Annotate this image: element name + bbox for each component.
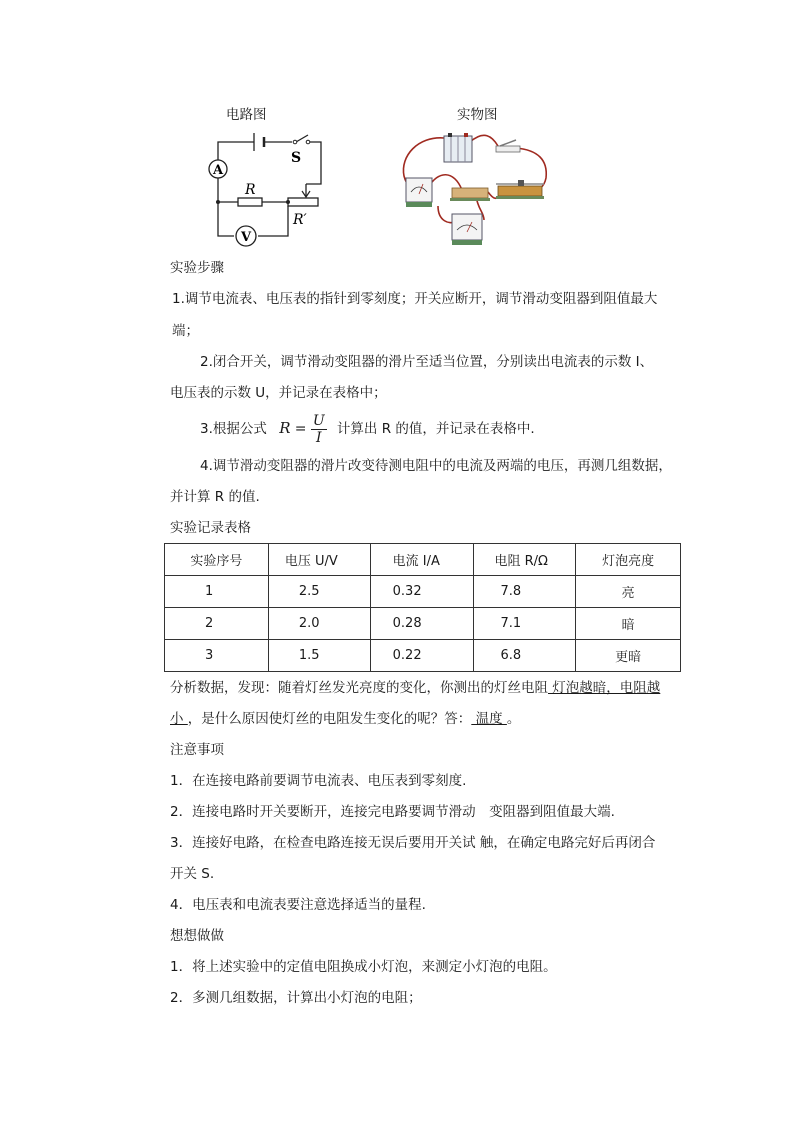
note-4: 4．电压表和电流表要注意选择适当的量程.: [170, 897, 426, 913]
table-row: [165, 576, 681, 608]
formula-numerator: U: [312, 412, 325, 429]
header-cell: 实验序号: [165, 544, 269, 576]
analysis-line-1: [170, 678, 660, 698]
table-cell: 1.5: [268, 640, 370, 672]
formula-equals: =: [294, 421, 307, 437]
header-cell: 电阻 R/Ω: [474, 544, 576, 576]
physical-diagram-caption: 实物图: [457, 107, 498, 123]
meter-image-left: [406, 178, 432, 207]
resistor-R: [238, 198, 262, 206]
step-2-line-2: 电压表的示数 U，并记录在表格中；: [170, 385, 387, 401]
voltmeter-label: V: [240, 230, 252, 245]
table-cell: 7.8: [474, 576, 576, 608]
table-heading: 实验记录表格: [170, 520, 251, 536]
notes-heading: 注意事项: [170, 742, 224, 758]
rheostat-image: [496, 180, 544, 199]
analysis-answer-2: 温度: [471, 711, 507, 727]
step-1-line-1: 1.调节电流表、电压表的指针到零刻度；开关应断开，调节滑动变阻器到阻值最大: [172, 291, 658, 307]
analysis-answer-1: 灯泡越暗，电阻越: [548, 680, 661, 696]
table-cell: 6.8: [474, 640, 576, 672]
table-cell: 更暗: [576, 640, 681, 672]
table-row: [165, 640, 681, 672]
meter-image-bottom: [452, 214, 482, 245]
header-cell: 电压 U/V: [268, 544, 370, 576]
ammeter-label: A: [212, 163, 224, 178]
note-1: 1．在连接电路前要调节电流表、电压表到零刻度.: [170, 773, 467, 789]
table-cell: 3: [165, 640, 269, 672]
record-table: [164, 543, 681, 672]
steps-heading: 实验步骤: [170, 260, 224, 276]
step-3-suffix: 计算出 R 的值，并记录在表格中.: [336, 421, 535, 437]
table-cell: 0.22: [370, 640, 474, 672]
table-cell: 亮: [576, 576, 681, 608]
analysis-question: ，是什么原因使灯丝的电阻发生变化的呢？答：: [187, 711, 472, 727]
table-cell: 暗: [576, 608, 681, 640]
resistor-label: R: [245, 182, 256, 198]
table-header-row: [165, 544, 681, 576]
formula-denominator: I: [315, 429, 322, 446]
table-cell: 2.0: [268, 608, 370, 640]
rheostat: [288, 198, 318, 206]
table-cell: 2: [165, 608, 269, 640]
header-cell: 电流 I/A: [370, 544, 474, 576]
rheostat-label: R′: [293, 212, 307, 228]
switch-image: [496, 140, 520, 152]
analysis-end: 。: [506, 711, 521, 727]
table-cell: 7.1: [474, 608, 576, 640]
table-row: [165, 608, 681, 640]
analysis-text: 分析数据，发现：随着灯丝发光亮度的变化，你测出的灯丝电阻: [170, 680, 548, 696]
resistor-image: [450, 188, 490, 201]
table-cell: 1: [165, 576, 269, 608]
table-cell: 2.5: [268, 576, 370, 608]
physical-apparatus-picture: [398, 126, 558, 248]
battery-box-image: [444, 133, 472, 162]
header-cell: 灯泡亮度: [576, 544, 681, 576]
analysis-line-2: [170, 709, 520, 729]
note-3-line-1: 3．连接好电路，在检查电路连接无误后要用开关试 触，在确定电路完好后再闭合: [170, 835, 656, 851]
step-2-line-1: 2.闭合开关，调节滑动变阻器的滑片至适当位置，分别读出电流表的示数 I、: [200, 354, 654, 370]
switch-label: S: [291, 150, 302, 166]
formula-fraction: [311, 413, 327, 446]
step-1-line-2: 端；: [172, 323, 199, 339]
step-4-line-2: 并计算 R 的值.: [170, 489, 260, 505]
think-2: 2．多测几组数据，计算出小灯泡的电阻；: [170, 990, 422, 1006]
circuit-diagram-caption: 电路图: [226, 107, 267, 123]
step-3-prefix: 3.根据公式: [200, 421, 267, 437]
table-cell: 0.28: [370, 608, 474, 640]
circuit-diagram: [200, 128, 340, 253]
step-4-line-1: 4.调节滑动变阻器的滑片改变待测电阻中的电流及两端的电压，再测几组数据，: [200, 458, 672, 474]
think-1: 1．将上述实验中的定值电阻换成小灯泡，来测定小灯泡的电阻。: [170, 959, 557, 975]
table-cell: 0.32: [370, 576, 474, 608]
note-3-line-2: 开关 S.: [170, 866, 215, 882]
analysis-answer-1-cont: 小: [170, 711, 188, 727]
think-heading: 想想做做: [170, 928, 224, 944]
step-3-line: [200, 411, 535, 446]
note-2: 2．连接电路时开关要断开，连接完电路要调节滑动 变阻器到阻值最大端.: [170, 804, 615, 820]
formula-r: R: [279, 419, 291, 437]
